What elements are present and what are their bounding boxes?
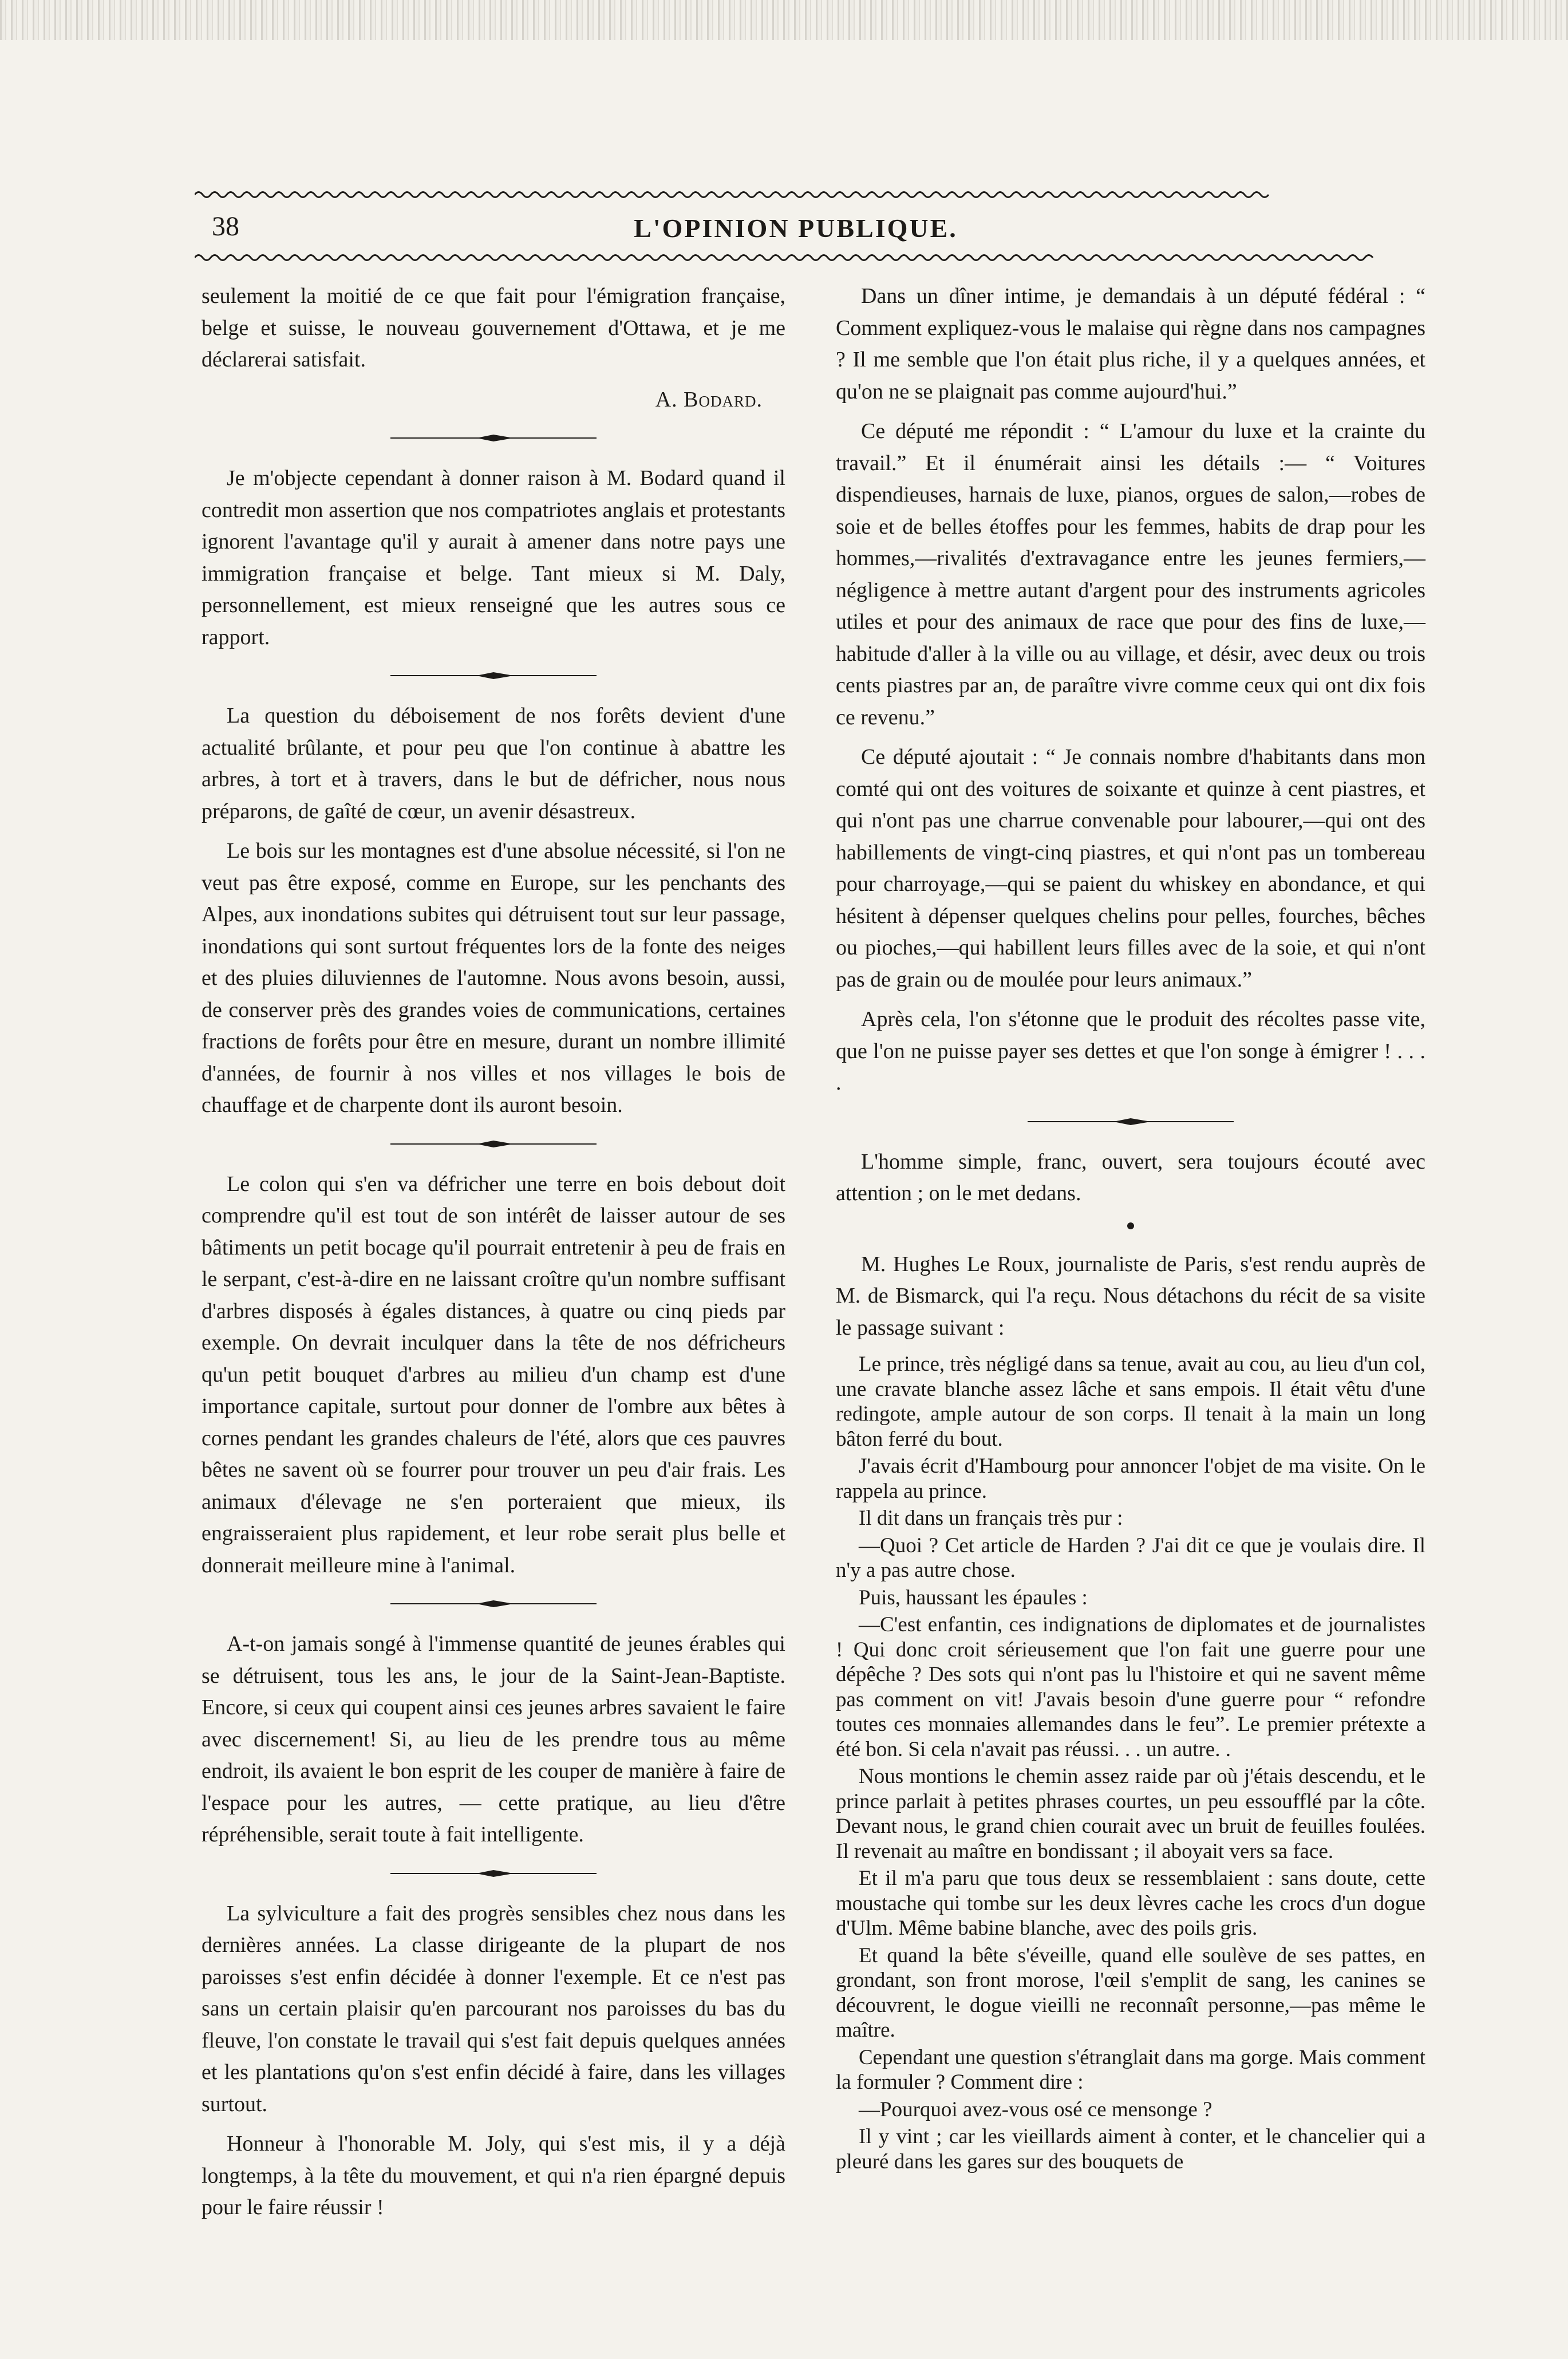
wavy-rule-bottom	[195, 251, 1397, 265]
excerpt-paragraph: Il y vint ; car les vieillards aiment à conter, et le chancelier qui a pleuré dans les gares sur des bouquets de	[836, 2125, 1425, 2173]
excerpt-paragraph: Le prince, très négligé dans sa tenue, avait au cou, au lieu d'un col, une cravate blanche assez lâche et sans empois. Il était vêtu d'une redingote, ample autour de son corps. Il tenait à la main un long bâton ferré du bout.	[836, 1352, 1425, 1451]
page-number: 38	[212, 211, 239, 242]
right-paragraph-2: Ce député me répondit : “ L'amour du luxe et la crainte du travail.” Et il énumérait ainsi les détails :— “ Voitures dispendieuses, harnais de luxe, pianos, orgues de salon,—robes de soie et de belles étoffes pour les femmes, habits de drap pour les hommes,—rivalités d'extravagance entre les jeunes fermiers,—négligence à mettre autant d'argent pour des instruments agricoles utiles et pour des animaux de race que pour des fins de luxe,—habitude d'aller à la ville ou au village, et désir, avec deux ou trois cents piastres par an, de paraître vivre comme ceux qui ont dix fois ce revenu.”	[836, 419, 1425, 729]
right-paragraph-6: M. Hughes Le Roux, journaliste de Paris, s'est rendu auprès de M. de Bismarck, qui l'a reçu. Nous détachons du récit de sa visite le passage suivant :	[836, 1252, 1425, 1340]
dot-separator	[1125, 1220, 1136, 1232]
bismarck-excerpt	[836, 1352, 1425, 2174]
excerpt-paragraph: Puis, haussant les épaules :	[859, 1585, 1088, 1610]
section-separator	[390, 1866, 597, 1881]
section-separator	[390, 431, 597, 445]
section-separator	[390, 1596, 597, 1611]
left-paragraph-7: La sylviculture a fait des progrès sensibles chez nous dans les dernières années. La classe dirigeante de la plupart de nos paroisses s'est enfin décidée à donner l'exemple. Et ce n'est pas sans un certain plaisir qu'en parcourant nos paroisses du bas du fleuve, l'on constate le travail qui s'est fait depuis quelques années et les plantations qu'on s'est enfin décidé à faire, dans les villages surtout.	[202, 1901, 785, 2116]
left-paragraph-1: seulement la moitié de ce que fait pour l'émigration française, belge et suisse, le nouveau gouvernement d'Ottawa, et je me déclarerai satisfait.	[202, 284, 785, 372]
section-separator	[390, 668, 597, 683]
right-paragraph-4: Après cela, l'on s'étonne que le produit des récoltes passe vite, que l'on ne puisse payer ses dettes et que l'on songe à émigrer ! . . . .	[836, 1007, 1425, 1095]
right-paragraph-1: Dans un dîner intime, je demandais à un député fédéral : “ Comment expliquez-vous le malaise qui règne dans nos campagnes ? Il me semble que l'on était plus riche, il y a quelques années, et qu'on ne se plaignait pas comme aujourd'hui.”	[836, 284, 1425, 404]
excerpt-paragraph: Il dit dans un français très pur :	[859, 1506, 1123, 1530]
right-column	[836, 281, 1425, 2176]
left-paragraph-8: Honneur à l'honorable M. Joly, qui s'est mis, il y a déjà longtemps, à la tête du mouvement, et qui n'a rien épargné depuis pour le faire réussir !	[202, 2132, 785, 2219]
excerpt-paragraph: —Quoi ? Cet article de Harden ? J'ai dit ce que je voulais dire. Il n'y a pas autre chose.	[836, 1533, 1425, 1582]
page-header	[206, 211, 1385, 245]
right-paragraph-3: Ce député ajoutait : “ Je connais nombre d'habitants dans mon comté qui ont des voitures de soixante et quinze à cent piastres, et qui n'ont pas une charrue convenable pour labourer,—qui ont des habillements de vingt-cinq piastres, et qui n'ont pas un tombereau pour charroyage,—qui se paient du whiskey en abondance, et qui hésitent à dépenser quelques chelins pour pelles, fourches, bêches ou pioches,—qui habillent leurs filles avec de la soie, et qui n'ont pas de grain ou de moulée pour leurs animaux.”	[836, 745, 1425, 992]
left-column	[202, 281, 785, 2232]
excerpt-paragraph: J'avais écrit d'Hambourg pour annoncer l'objet de ma visite. On le rappela au prince.	[836, 1454, 1425, 1503]
journal-title: L'OPINION PUBLIQUE.	[634, 214, 958, 243]
excerpt-paragraph: Et il m'a paru que tous deux se ressemblaient : sans doute, cette moustache qui tombe sur les deux lèvres cache les crocs d'un dogue d'Ulm. Même babine blanche, avec des poils gris.	[836, 1867, 1425, 1940]
left-paragraph-6: A-t-on jamais songé à l'immense quantité de jeunes érables qui se détruisent, tous les ans, le jour de la Saint-Jean-Baptiste. Encore, si ceux qui coupent ainsi ces jeunes arbres savaient le faire avec discernement! Si, au lieu de les prendre tous au même endroit, ils avaient le bon esprit de les couper de manière à faire de l'espace pour les autres, — cette pratique, au lieu d'être répréhensible, serait toute à fait intelligente.	[202, 1632, 785, 1847]
wavy-rule-top	[195, 188, 1397, 202]
left-paragraph-3: La question du déboisement de nos forêts devient d'une actualité brûlante, et pour peu que l'on continue à abattre les arbres, à tort et à travers, dans le but de défricher, nous nous préparons, de gaîté de cœur, un avenir désastreux.	[202, 704, 785, 823]
section-separator	[390, 1137, 597, 1151]
excerpt-paragraph: Cependant une question s'étranglait dans ma gorge. Mais comment la formuler ? Comment dire :	[836, 2045, 1425, 2094]
excerpt-paragraph: Nous montions le chemin assez raide par où j'étais descendu, et le prince parlait à petites phrases courtes, un peu essoufflé par la côte. Devant nous, le grand chien courait avec un bruit de feuilles foulées. Il revenait au maître en bondissant ; il aboyait vers sa face.	[836, 1765, 1425, 1863]
left-paragraph-4: Le bois sur les montagnes est d'une absolue nécessité, si l'on ne veut pas être exposé, comme en Europe, sur les penchants des Alpes, aux inondations subites qui détruisent tout sur leur passage, inondations qui sont surtout fréquentes lors de la fonte des neiges et des pluies diluviennes de l'automne. Nous avons besoin, aussi, de conserver près des grandes voies de communications, certaines fractions de forêts pour être en mesure, durant un nombre illimité d'années, de fournir à nos villes et nos villages le bois de chauffage et de charpente dont ils auront besoin.	[202, 839, 785, 1117]
left-paragraph-5: Le colon qui s'en va défricher une terre en bois debout doit comprendre qu'il est tout de son intérêt de laisser autour de ses bâtiments un petit bocage qu'il pourrait entretenir à peu de frais en le serpant, c'est-à-dire en ne laissant croître qu'un nombre suffisant d'arbres disposés à égales distances, à quatre ou cinq pieds par exemple. On devrait inculquer dans la tête de nos défricheurs qu'un petit bouquet d'arbres au milieu d'un champ est d'une importance capitale, surtout pour donner de l'ombre aux bêtes à cornes pendant les grandes chaleurs de l'été, alors que ces pauvres bêtes ne savent où se fourrer pour trouver un peu d'air frais. Les animaux d'élevage ne s'en porteraient que mieux, ils engraisseraient plus rapidement, et leur robe serait plus belle et donnerait meilleure mine à l'animal.	[202, 1171, 785, 1577]
scan-noise	[0, 0, 1568, 40]
signature: A. Bodard.	[655, 387, 763, 412]
right-paragraph-5: L'homme simple, franc, ouvert, sera toujours écouté avec attention ; on le met dedans.	[836, 1149, 1425, 1205]
excerpt-paragraph: —Pourquoi avez-vous osé ce mensonge ?	[859, 2097, 1212, 2121]
excerpt-paragraph: Et quand la bête s'éveille, quand elle soulève de ses pattes, en grondant, son front morose, l'œil s'emplit de sang, les canines se découvrent, le dogue vieilli ne reconnaît personne,—pas même le maître.	[836, 1943, 1425, 2042]
section-separator	[1028, 1114, 1234, 1129]
excerpt-paragraph: —C'est enfantin, ces indignations de diplomates et de journalistes ! Qui donc croit sérieusement que l'on fait une guerre pour une dépêche ? Des sots qui n'ont pas lu l'histoire et qui ne savent même pas comment on vit! J'avais besoin d'une guerre pour “ refondre toutes ces monnaies allemandes dans le feu”. Le premier prétexte a été bon. Si cela n'avait pas réussi. . . un autre. .	[836, 1613, 1425, 1761]
left-paragraph-2: Je m'objecte cependant à donner raison à M. Bodard quand il contredit mon assertion que nos compatriotes anglais et protestants ignorent l'avantage qu'il y aurait à amener dans notre pays une immigration française et belge. Tant mieux si M. Daly, personnellement, est mieux renseigné que les autres sous ce rapport.	[202, 466, 785, 649]
